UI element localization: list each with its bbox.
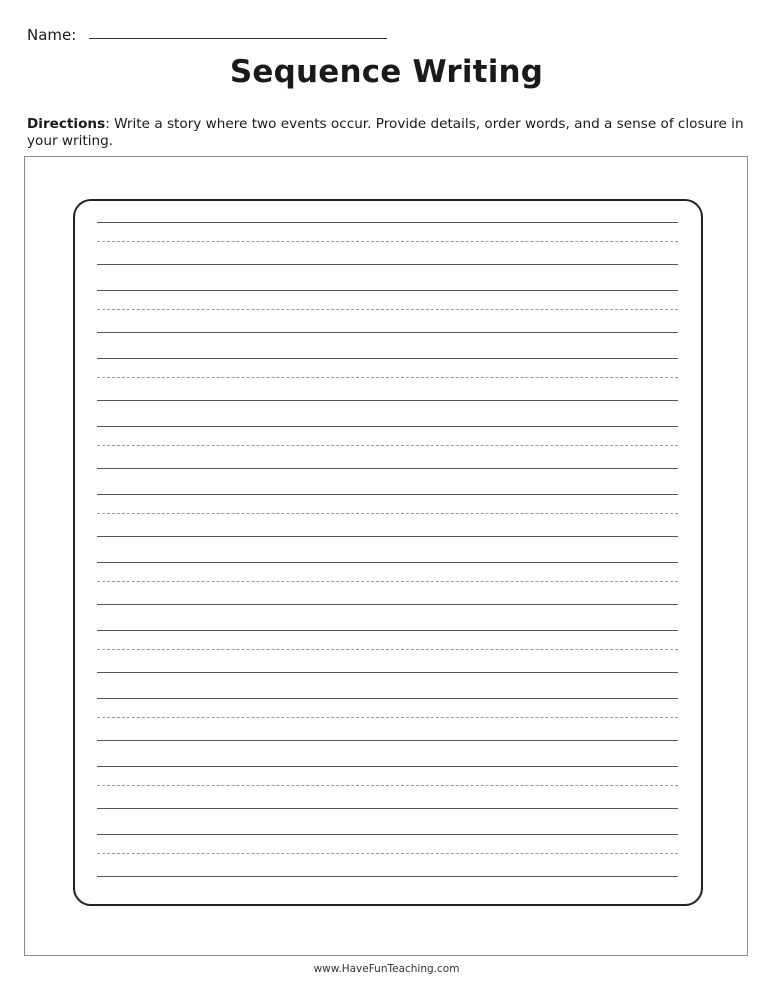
writing-top-line[interactable]	[97, 766, 678, 767]
writing-box	[73, 199, 703, 906]
writing-baseline[interactable]	[97, 604, 678, 605]
writing-baseline[interactable]	[97, 264, 678, 265]
writing-top-line[interactable]	[97, 426, 678, 427]
writing-midline[interactable]	[97, 853, 678, 854]
writing-midline[interactable]	[97, 717, 678, 718]
writing-baseline[interactable]	[97, 468, 678, 469]
writing-midline[interactable]	[97, 445, 678, 446]
directions-text: : Write a story where two events occur. Provide details, order words, and a sense of closure in your writing.	[27, 116, 744, 149]
writing-baseline[interactable]	[97, 876, 678, 877]
name-field	[27, 22, 76, 44]
writing-midline[interactable]	[97, 581, 678, 582]
name-label: Name:	[27, 26, 77, 44]
writing-midline[interactable]	[97, 241, 678, 242]
writing-top-line[interactable]	[97, 290, 678, 291]
writing-top-line[interactable]	[97, 358, 678, 359]
writing-baseline[interactable]	[97, 332, 678, 333]
footer-website: www.HaveFunTeaching.com	[313, 963, 460, 975]
writing-midline[interactable]	[97, 785, 678, 786]
writing-baseline[interactable]	[97, 808, 678, 809]
writing-top-line[interactable]	[97, 494, 678, 495]
writing-baseline[interactable]	[97, 672, 678, 673]
writing-midline[interactable]	[97, 309, 678, 310]
writing-top-line[interactable]	[97, 698, 678, 699]
writing-baseline[interactable]	[97, 536, 678, 537]
page-title: Sequence Writing	[229, 54, 544, 90]
writing-baseline[interactable]	[97, 740, 678, 741]
writing-top-line[interactable]	[97, 562, 678, 563]
writing-baseline[interactable]	[97, 400, 678, 401]
directions-label: Directions	[27, 116, 106, 132]
writing-top-line[interactable]	[97, 222, 678, 223]
writing-midline[interactable]	[97, 377, 678, 378]
writing-top-line[interactable]	[97, 834, 678, 835]
directions	[27, 116, 752, 150]
writing-midline[interactable]	[97, 649, 678, 650]
name-write-line[interactable]	[89, 38, 387, 39]
writing-midline[interactable]	[97, 513, 678, 514]
writing-top-line[interactable]	[97, 630, 678, 631]
